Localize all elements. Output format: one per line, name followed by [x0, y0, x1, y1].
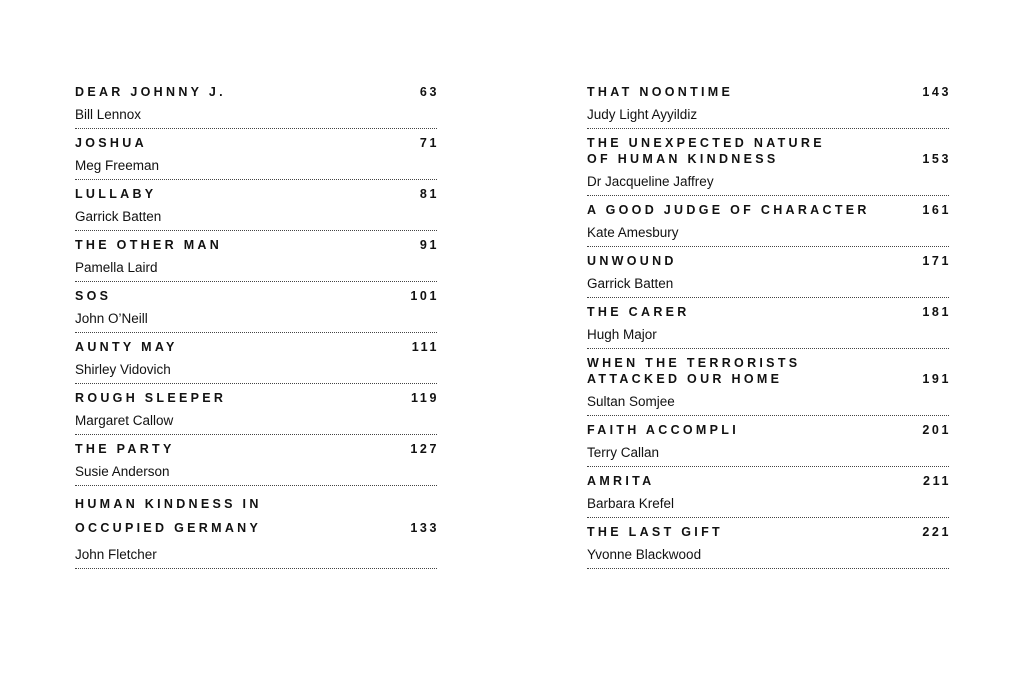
entry-title: THE UNEXPECTED NATURE OF HUMAN KINDNESS: [587, 136, 825, 166]
toc-left-column: [75, 84, 437, 575]
entry-page-number: 191: [922, 372, 951, 386]
entry-author: Pamella Laird: [75, 260, 158, 275]
toc-entry[interactable]: [587, 422, 949, 467]
toc-entry[interactable]: [587, 355, 949, 416]
toc-entry[interactable]: [75, 237, 437, 282]
entry-author: Shirley Vidovich: [75, 362, 171, 377]
toc-entry[interactable]: [75, 441, 437, 486]
entry-author: Bill Lennox: [75, 107, 142, 122]
entry-title: A GOOD JUDGE OF CHARACTER: [587, 203, 870, 217]
entry-page-number: 127: [410, 442, 439, 456]
entry-page-number: 119: [411, 391, 439, 405]
entry-title: THE CARER: [587, 305, 690, 319]
entry-page-number: 211: [923, 474, 951, 488]
entry-author: Dr Jacqueline Jaffrey: [587, 174, 714, 189]
entry-page-number: 81: [419, 187, 439, 201]
entry-page-number: 161: [922, 203, 951, 217]
toc-entry[interactable]: [587, 135, 949, 196]
toc-entry[interactable]: [75, 339, 437, 384]
entry-author: Susie Anderson: [75, 464, 170, 479]
toc-entry[interactable]: [587, 524, 949, 569]
entry-page-number: 133: [410, 521, 439, 535]
entry-title: AMRITA: [587, 474, 655, 488]
entry-author: John O’Neill: [75, 311, 148, 326]
entry-author: Meg Freeman: [75, 158, 160, 173]
entry-title: SOS: [75, 289, 112, 303]
entry-title: THE OTHER MAN: [75, 238, 223, 252]
entry-page-number: 71: [419, 136, 439, 150]
entry-page-number: 101: [410, 289, 439, 303]
entry-title: FAITH ACCOMPLI: [587, 423, 739, 437]
entry-author: Kate Amesbury: [587, 225, 679, 240]
toc-entry[interactable]: [75, 186, 437, 231]
entry-title: UNWOUND: [587, 254, 677, 268]
entry-page-number: 201: [922, 423, 951, 437]
entry-page-number: 181: [922, 305, 951, 319]
toc-entry[interactable]: [587, 84, 949, 129]
entry-title: HUMAN KINDNESS IN OCCUPIED GERMANY: [75, 497, 262, 535]
entry-page-number: 143: [922, 85, 951, 99]
entry-author: Garrick Batten: [75, 209, 162, 224]
entry-author: Judy Light Ayyildiz: [587, 107, 698, 122]
entry-title: ROUGH SLEEPER: [75, 391, 227, 405]
entry-author: Garrick Batten: [587, 276, 674, 291]
entry-title: WHEN THE TERRORISTS ATTACKED OUR HOME: [587, 356, 801, 386]
entry-title: AUNTY MAY: [75, 340, 178, 354]
entry-author: Terry Callan: [587, 445, 660, 460]
toc-entry[interactable]: [587, 473, 949, 518]
entry-author: Sultan Somjee: [587, 394, 675, 409]
entry-author: John Fletcher: [75, 547, 157, 562]
toc-entry[interactable]: [587, 202, 949, 247]
entry-author: Margaret Callow: [75, 413, 174, 428]
toc-entry[interactable]: [75, 288, 437, 333]
entry-title: DEAR JOHNNY J.: [75, 85, 226, 99]
entry-page-number: 91: [419, 238, 439, 252]
entry-author: Barbara Krefel: [587, 496, 675, 511]
entry-title: THE PARTY: [75, 442, 175, 456]
entry-page-number: 111: [411, 340, 439, 354]
toc-entry[interactable]: [75, 135, 437, 180]
entry-page-number: 153: [922, 152, 951, 166]
entry-author: Yvonne Blackwood: [587, 547, 702, 562]
entry-title: THE LAST GIFT: [587, 525, 723, 539]
entry-author: Hugh Major: [587, 327, 657, 342]
toc-right-column: [587, 84, 949, 575]
entry-page-number: 63: [419, 85, 439, 99]
toc-entry[interactable]: [587, 253, 949, 298]
entry-title: JOSHUA: [75, 136, 147, 150]
entry-page-number: 221: [922, 525, 951, 539]
toc-entry[interactable]: [75, 492, 437, 569]
entry-title: THAT NOONTIME: [587, 85, 734, 99]
entry-title: LULLABY: [75, 187, 157, 201]
toc-entry[interactable]: [587, 304, 949, 349]
toc-entry[interactable]: [75, 390, 437, 435]
toc-entry[interactable]: [75, 84, 437, 129]
entry-page-number: 171: [922, 254, 951, 268]
